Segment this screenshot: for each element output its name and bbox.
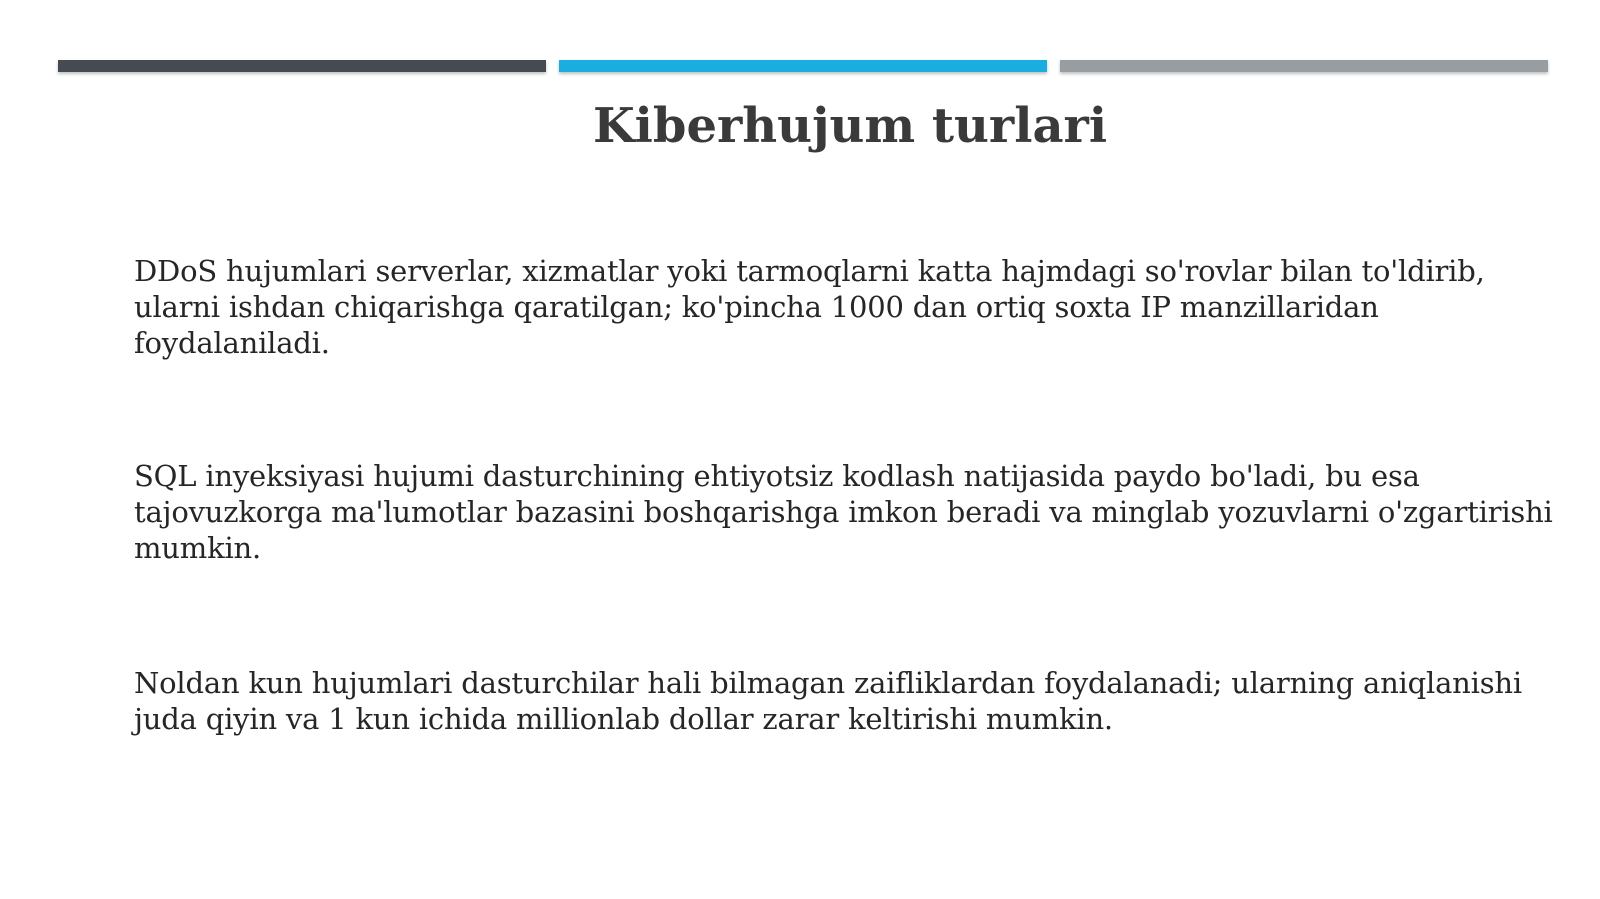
accent-bar-dark [58,60,546,72]
accent-bar-gray [1060,60,1548,72]
paragraph-zero-day: Noldan kun hujumlari dasturchilar hali bilmagan zaifliklardan foydalanadi; ularning aniqlanishi juda qiyin va 1 kun ichida millionlab dollar zarar keltirishi mumkin. [134,666,1522,736]
slide-title: Kiberhujum turlari [592,98,1108,154]
accent-bar-blue [559,60,1047,72]
paragraph-ddos: DDoS hujumlari serverlar, xizmatlar yoki tarmoqlarni katta hajmdagi so'rovlar bilan to'ldirib, ularni ishdan chiqarishga qaratilgan; ko'pincha 1000 dan ortiq soxta IP manzillaridan foydalaniladi. [134,254,1485,360]
paragraph-sql-injection: SQL inyeksiyasi hujumi dasturchining ehtiyotsiz kodlash natijasida paydo bo'ladi, bu esa tajovuzkorga ma'lumotlar bazasini boshqarishga imkon beradi va minglab yozuvlarni o'zgartirishi mumkin. [134,459,1553,565]
